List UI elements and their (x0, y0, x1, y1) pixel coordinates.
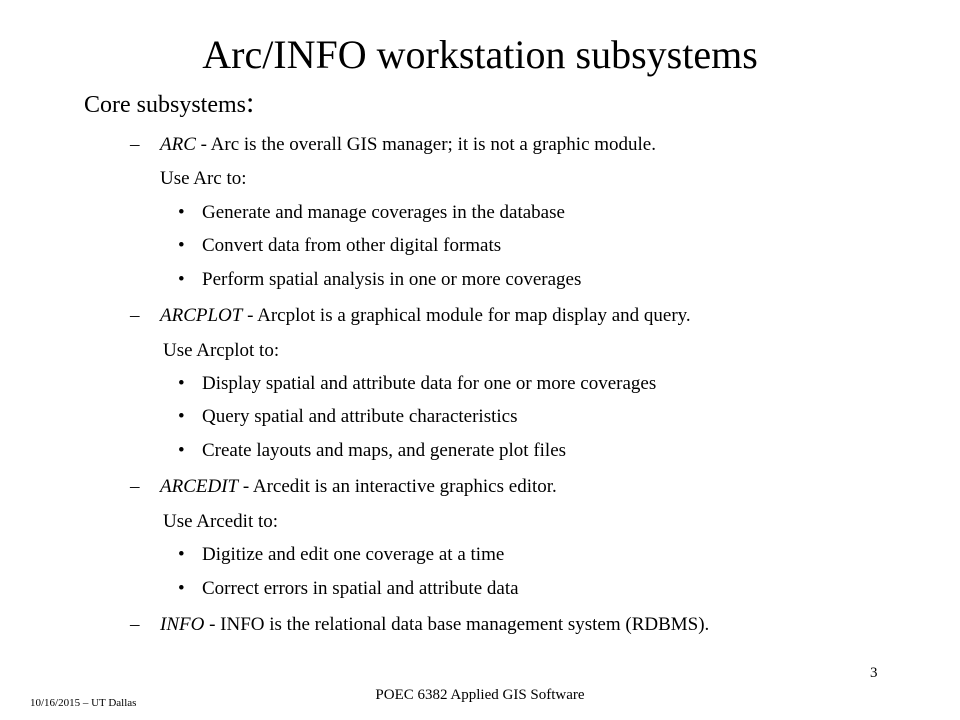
dash-marker: – (130, 614, 140, 635)
subsystem-description: - Arcplot is a graphical module for map display and query. (242, 305, 691, 326)
subsystem-name: INFO (160, 614, 205, 635)
core-subsystems-heading (84, 86, 254, 122)
subsystem-name: ARCPLOT (160, 305, 243, 326)
dash-marker: – (130, 134, 140, 155)
subsystem-name: ARC (160, 134, 196, 155)
footer-date: 10/16/2015 – UT Dallas (30, 697, 137, 709)
bullet-icon: • (178, 544, 185, 565)
footer-course: POEC 6382 Applied GIS Software (375, 687, 585, 703)
bullet-icon: • (178, 406, 185, 427)
bullet-icon: • (178, 202, 185, 223)
dash-marker: – (130, 305, 140, 326)
bullet-icon: • (178, 440, 185, 461)
bullet-icon: • (178, 578, 185, 599)
dash-marker: – (130, 476, 140, 497)
bullet-icon: • (178, 373, 185, 394)
core-subsystems-label: Core subsystems (84, 92, 246, 118)
subsystem-name: ARCEDIT (160, 476, 239, 497)
core-subsystems-colon: : (246, 86, 255, 119)
subsystem-description: - INFO is the relational data base management system (RDBMS). (204, 614, 710, 635)
bullet-icon: • (178, 269, 185, 290)
subsystem-description: - Arc is the overall GIS manager; it is not a graphic module. (195, 134, 656, 155)
slide-title: Arc/INFO workstation subsystems (202, 32, 758, 77)
subsystem-description: - Arcedit is an interactive graphics editor. (238, 476, 557, 497)
bullet-icon: • (178, 235, 185, 256)
page-number: 3 (870, 665, 878, 681)
